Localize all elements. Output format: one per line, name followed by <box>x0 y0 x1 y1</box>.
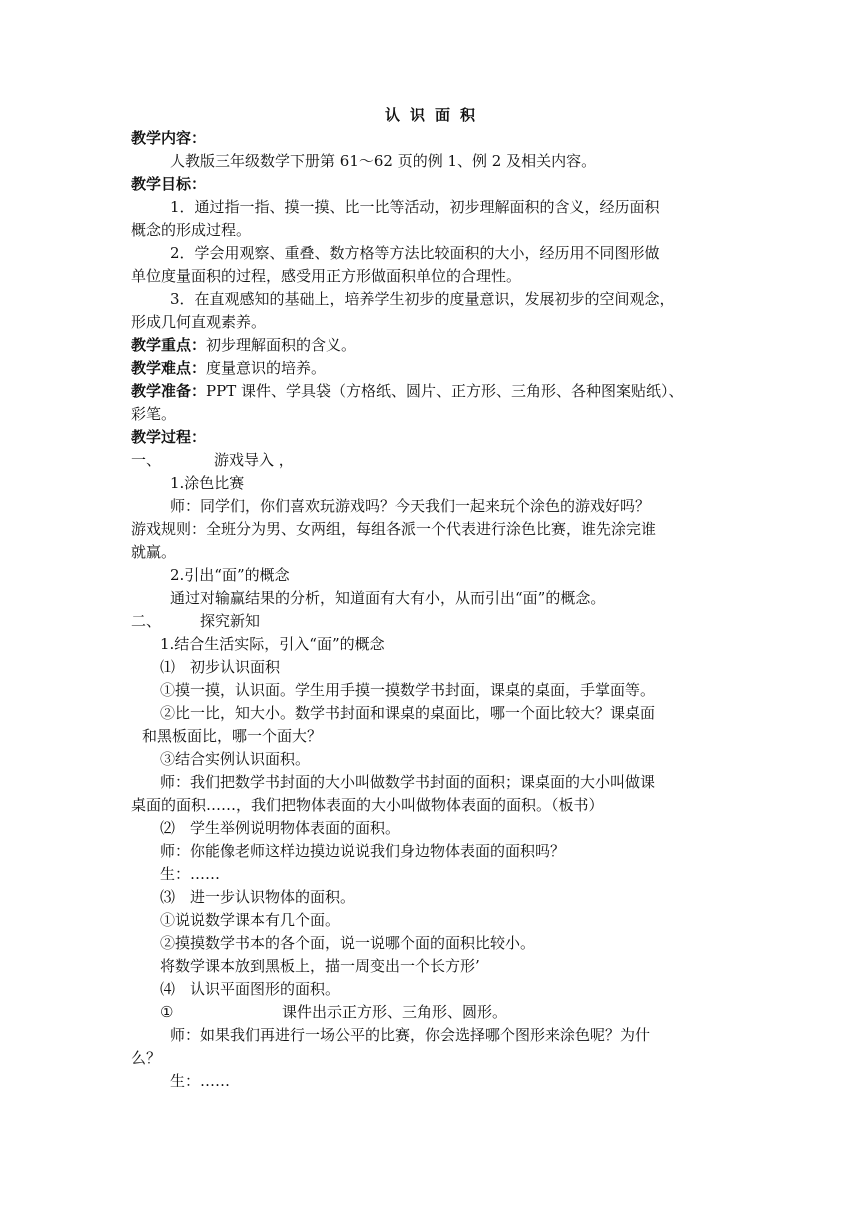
p1-teacher-1: 师：我们把数学书封面的大小叫做数学书封面的面积；课桌面的大小叫做课 <box>160 773 656 791</box>
label-difficulty: 教学难点： <box>131 359 207 377</box>
p2-student: 生：…… <box>160 865 221 883</box>
s1-1-text-2: 游戏规则：全班分为男、女两组，每组各派一个代表进行涂色比赛，谁先涂完谁 <box>131 520 657 538</box>
section-2-number: 二、 <box>131 612 162 630</box>
p4-item-a-number: ① <box>160 1003 174 1021</box>
p4-number: ⑷ <box>160 980 176 998</box>
p2-teacher: 师：你能像老师这样边摸边说说我们身边物体表面的面积吗？ <box>160 842 566 860</box>
p3-number: ⑶ <box>160 888 176 906</box>
s1-1-text-3: 就赢。 <box>131 543 177 561</box>
section-1-number: 一、 <box>131 451 162 469</box>
label-key: 教学重点： <box>131 336 207 354</box>
s1-2-text: 通过对输赢结果的分析，知道面有大有小，从而引出“面”的概念。 <box>170 589 606 607</box>
label-process: 教学过程： <box>131 428 207 446</box>
p1-item-a: ①摸一摸，认识面。学生用手摸一摸数学书封面，课桌的桌面，手掌面等。 <box>160 681 656 699</box>
p3-title: 进一步认识物体的面积。 <box>190 888 356 906</box>
section-1-title: 游戏导入 ， <box>214 451 294 469</box>
label-prep: 教学准备： <box>131 382 207 400</box>
p4-student: 生：…… <box>170 1072 231 1090</box>
page-title: 认识面积 <box>385 106 486 124</box>
content-text: 人教版三年级数学下册第 61～62 页的例 1、例 2 及相关内容。 <box>170 152 597 170</box>
p1-item-b-2: 和黑板面比，哪一个面大？ <box>142 727 323 745</box>
label-goals: 教学目标： <box>131 175 207 193</box>
difficulty-line <box>131 358 326 378</box>
prep-text-2: 彩笔。 <box>131 405 177 423</box>
difficulty-text: 度量意识的培养。 <box>206 359 327 377</box>
p4-title: 认识平面图形的面积。 <box>190 980 341 998</box>
p3-item-b: ②摸摸数学书本的各个面，说一说哪个面的面积比较小。 <box>160 934 536 952</box>
p2-number: ⑵ <box>160 819 176 837</box>
section-2-title: 探究新知 <box>200 612 261 630</box>
p1-number: ⑴ <box>160 658 176 676</box>
sub-1-2: 2.引出“面”的概念 <box>170 566 290 584</box>
p1-title: 初步认识面积 <box>190 658 281 676</box>
goal-3-line-2: 形成几何直观素养。 <box>131 313 267 331</box>
label-content: 教学内容： <box>131 129 207 147</box>
prep-line <box>131 381 683 401</box>
p3-item-c: 将数学课本放到黑板上，描一周变出一个长方形’ <box>160 957 480 975</box>
goal-1-line-1: 1．通过指一指、摸一摸、比一比等活动，初步理解面积的含义，经历面积 <box>170 198 660 216</box>
sub-2-1: 1.结合生活实际，引入“面”的概念 <box>160 635 385 653</box>
goal-2-line-2: 单位度量面积的过程，感受用正方形做面积单位的合理性。 <box>131 267 522 285</box>
key-text: 初步理解面积的含义。 <box>206 336 357 354</box>
p3-item-a: ①说说数学课本有几个面。 <box>160 911 341 929</box>
p1-item-c: ③结合实例认识面积。 <box>160 750 311 768</box>
p2-title: 学生举例说明物体表面的面积。 <box>190 819 401 837</box>
goal-1-line-2: 概念的形成过程。 <box>131 221 252 239</box>
s1-1-text-1: 师：同学们，你们喜欢玩游戏吗？今天我们一起来玩个涂色的游戏好吗？ <box>170 497 651 515</box>
p1-teacher-2: 桌面的面积……，我们把物体表面的大小叫做物体表面的面积。（板书） <box>131 796 604 814</box>
goal-2-line-1: 2．学会用观察、重叠、数方格等方法比较面积的大小，经历用不同图形做 <box>170 244 660 262</box>
p4-item-a-text: 课件出示正方形、三角形、圆形。 <box>282 1003 508 1021</box>
key-point-line <box>131 335 356 355</box>
p4-teacher-1: 师：如果我们再进行一场公平的比赛，你会选择哪个图形来涂色呢？为什 <box>170 1026 651 1044</box>
p1-item-b-1: ②比一比，知大小。数学书封面和课桌的桌面比，哪一个面比较大？课桌面 <box>160 704 656 722</box>
goal-3-line-1: 3．在直观感知的基础上，培养学生初步的度量意识，发展初步的空间观念， <box>170 290 675 308</box>
prep-text-1: PPT 课件、学具袋（方格纸、圆片、正方形、三角形、各种图案贴纸）、 <box>206 382 684 400</box>
p4-teacher-2: 么？ <box>131 1049 162 1067</box>
sub-1-1: 1.涂色比赛 <box>170 474 245 492</box>
